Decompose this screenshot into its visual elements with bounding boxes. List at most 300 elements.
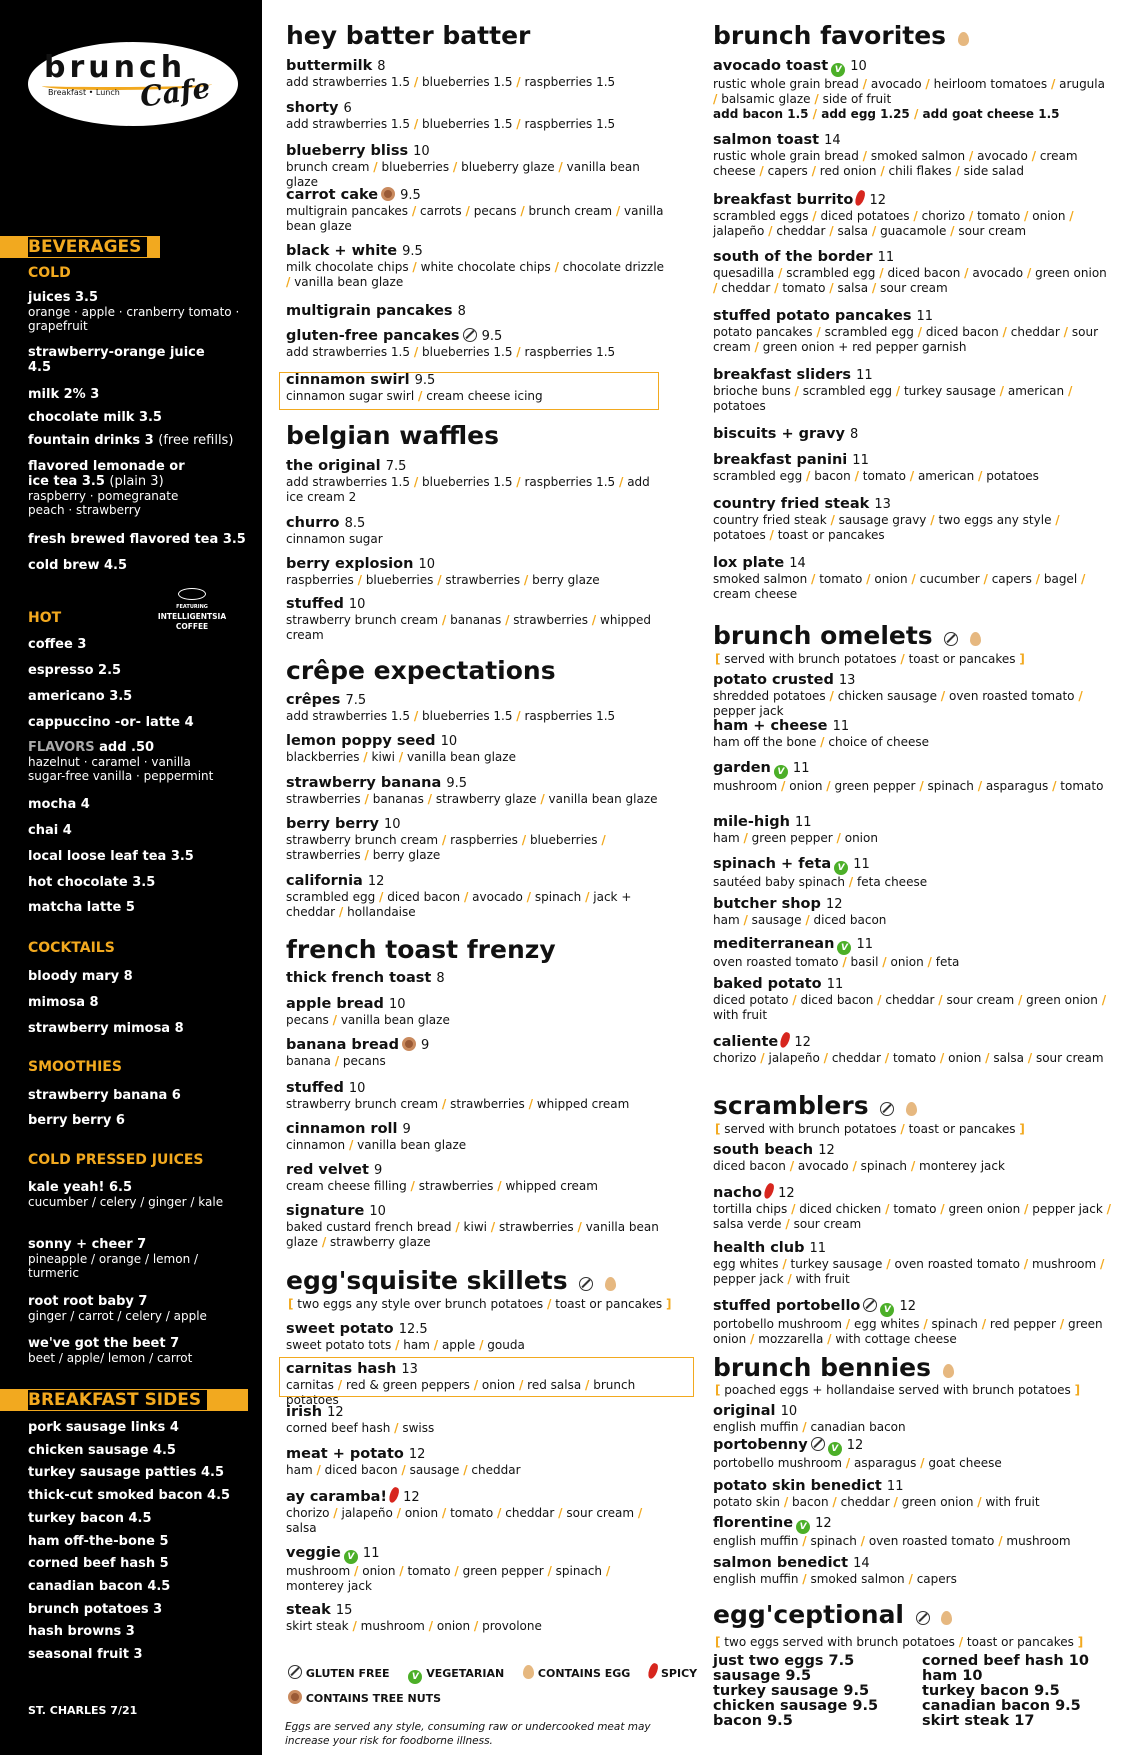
juices-heading: COLD PRESSED JUICES	[28, 1152, 204, 1168]
item-price: 11	[794, 815, 812, 830]
item-price: 12	[794, 1035, 811, 1050]
item-price: 3.5	[222, 532, 246, 547]
item-desc: add strawberries 1.5 / blueberries 1.5 / raspberries 1.5	[286, 75, 616, 89]
item-price: 11	[877, 250, 895, 265]
item-desc: scrambled egg / bacon / tomato / american / potatoes	[713, 469, 1039, 483]
menu-item	[286, 328, 666, 360]
vegetarian-icon: V	[834, 861, 848, 875]
intelligentsia-badge	[142, 588, 242, 632]
bev-milk	[28, 387, 253, 402]
featured-item-box	[279, 372, 659, 410]
item-title: the original 7.5	[286, 458, 407, 474]
menu-item	[286, 58, 666, 90]
item-price: 10	[369, 1204, 386, 1219]
item-title: butcher shop 12	[713, 896, 843, 912]
item-price: 9.5	[402, 244, 423, 259]
legend-spicy-label: SPICY	[661, 1667, 698, 1680]
item-price: 12	[818, 1143, 835, 1158]
legend	[285, 1663, 709, 1705]
item-name: espresso	[28, 663, 94, 678]
logo-cafe: Cafe	[138, 71, 213, 114]
item-desc: country fried steak / sausage gravy / two eggs any style / potatoes / toast or pancakes	[713, 513, 1060, 542]
waffles-title	[286, 422, 499, 450]
menu-item	[713, 308, 1113, 355]
item-title: meat + potato 12	[286, 1446, 426, 1462]
item-price: 12	[367, 874, 385, 889]
item-price: 10	[418, 557, 435, 572]
item-title: gluten-free pancakes 9.5	[286, 328, 503, 344]
item-name: flavored lemonade or ice tea	[28, 459, 185, 489]
chili-pepper-icon	[779, 1031, 792, 1049]
item-title: ay caramba! 12	[286, 1487, 666, 1506]
side-item: turkey bacon 4.5	[28, 1510, 152, 1526]
vegetarian-icon: V	[828, 1442, 842, 1456]
legend-gf	[285, 1667, 390, 1680]
item-desc: chorizo / jalapeño / onion / tomato / cheddar / sour cream / salsa	[286, 1506, 643, 1535]
batter-title	[286, 22, 530, 50]
item-price: 12	[825, 897, 843, 912]
tree-nut-icon	[288, 1690, 302, 1704]
skillets-subtitle: [ two eggs any style over brunch potatoes / toast or pancakes ]	[288, 1297, 672, 1311]
item-name: bloody mary	[28, 969, 120, 984]
bev-kale-yeah	[28, 1180, 228, 1209]
section-title-text: brunch bennies	[713, 1353, 931, 1382]
item-price: 12	[899, 1299, 917, 1314]
item-desc: chorizo / jalapeño / cheddar / tomato / onion / salsa / sour cream	[713, 1051, 1104, 1065]
item-desc: brunch cream / blueberries / blueberry glaze / vanilla bean glaze	[286, 160, 640, 189]
gluten-free-icon	[916, 1611, 930, 1625]
item-desc: carnitas / red & green peppers / onion / red salsa / brunch potatoes	[286, 1378, 636, 1407]
eggceptional-item: corned beef hash 10	[922, 1653, 1089, 1669]
eggceptional-left	[713, 1654, 878, 1729]
bev-loose-leaf	[28, 849, 253, 864]
item-title: steak 15	[286, 1602, 353, 1618]
item-desc: cinnamon sugar	[286, 532, 383, 546]
item-name: coffee	[28, 637, 73, 652]
item-title: multigrain pancakes 8	[286, 303, 466, 319]
section-title-text: egg'squisite skillets	[286, 1266, 568, 1295]
item-desc: blackberries / kiwi / vanilla bean glaze	[286, 750, 516, 764]
item-title: baked potato 11	[713, 976, 844, 992]
bennies-subtitle: [ poached eggs + hollandaise served with brunch potatoes ]	[715, 1383, 1081, 1397]
cold-heading: COLD	[28, 265, 71, 281]
item-title: california 12	[286, 873, 385, 889]
item-note: (free refills)	[158, 433, 234, 448]
tree-nut-icon	[381, 187, 395, 201]
item-title: veggie V 11	[286, 1545, 380, 1562]
bev-bloody-mary	[28, 969, 253, 984]
cocktails-heading: COCKTAILS	[28, 940, 115, 956]
item-price: 11	[852, 453, 869, 468]
menu-item	[286, 692, 666, 724]
gluten-free-icon	[863, 1298, 877, 1312]
sides-band	[0, 1389, 248, 1411]
item-price: 9.5	[446, 776, 468, 791]
item-title: nacho 12	[713, 1183, 1113, 1202]
bev-beet	[28, 1336, 233, 1365]
item-price: 4	[184, 715, 194, 730]
gluten-free-icon	[880, 1102, 894, 1116]
eggceptional-item: turkey sausage 9.5	[713, 1683, 870, 1699]
menu-item	[286, 1602, 666, 1634]
item-desc: potato skin / bacon / cheddar / green onion / with fruit	[713, 1495, 1040, 1509]
menu-item	[286, 1037, 666, 1069]
item-price: 8	[174, 1021, 184, 1036]
menu-item	[713, 132, 1113, 179]
bev-cappuccino	[28, 715, 253, 730]
gluten-free-icon	[579, 1277, 593, 1291]
vegetarian-icon: V	[408, 1670, 422, 1684]
item-name: strawberry-orange juice	[28, 345, 205, 360]
side-item: pork sausage links 4	[28, 1420, 179, 1435]
location-footer: ST. CHARLES 7/21	[28, 1704, 138, 1717]
item-desc: shredded potatoes / chicken sausage / oven roasted tomato / pepper jack	[713, 689, 1083, 718]
item-price: 8	[457, 304, 466, 319]
section-title-text: french toast frenzy	[286, 935, 556, 964]
chili-pepper-icon	[763, 1182, 776, 1200]
item-price: 9.5	[414, 373, 436, 388]
item-desc: ham / green pepper / onion	[713, 831, 878, 845]
item-desc: diced bacon / avocado / spinach / monterey jack	[713, 1159, 1005, 1173]
item-price: 11	[916, 309, 934, 324]
gluten-free-icon	[811, 1437, 825, 1451]
item-name: chocolate milk	[28, 410, 135, 425]
menu-item	[713, 896, 1113, 928]
item-name: juices	[28, 290, 71, 305]
item-desc: banana / pecans	[286, 1054, 386, 1068]
section-title-text: belgian waffles	[286, 421, 499, 450]
item-title: country fried steak 13	[713, 496, 891, 512]
item-sub: orange · apple · cranberry tomato · grapefruit	[28, 305, 240, 333]
menu-item	[286, 970, 666, 987]
item-price: 10	[850, 59, 867, 74]
item-price: 13	[401, 1362, 418, 1377]
bev-americano	[28, 689, 253, 704]
item-price: add .50	[99, 740, 155, 755]
menu-item	[286, 243, 666, 290]
menu-item	[713, 190, 1113, 239]
menu-item	[286, 596, 666, 643]
item-price: 3.5	[132, 875, 156, 890]
sidebar	[0, 0, 262, 1755]
item-name: kale yeah!	[28, 1180, 105, 1195]
vegetarian-icon: V	[774, 765, 788, 779]
item-price: 3.5	[138, 410, 162, 425]
item-desc: english muffin / spinach / oven roasted tomato / mushroom	[713, 1534, 1071, 1548]
item-price: 11	[362, 1546, 380, 1561]
item-desc: pecans / vanilla bean glaze	[286, 1013, 450, 1027]
item-price: 8	[436, 971, 445, 986]
item-price: 15	[335, 1603, 353, 1618]
item-title: biscuits + gravy 8	[713, 426, 859, 442]
legend-egg-label: CONTAINS EGG	[537, 1667, 631, 1680]
item-sub: beet / apple/ lemon / carrot	[28, 1351, 193, 1365]
menu-item	[286, 1162, 666, 1194]
side-item: chicken sausage 4.5	[28, 1442, 176, 1458]
section-title-text: hey batter batter	[286, 21, 531, 50]
bev-cold-brew	[28, 558, 253, 573]
item-price: 11	[826, 977, 844, 992]
vegetarian-icon: V	[796, 1520, 810, 1534]
menu-item	[286, 1446, 666, 1478]
item-title: blueberry bliss 10	[286, 143, 430, 159]
item-name: cappuccino -or- latte	[28, 715, 181, 730]
item-desc: cinnamon sugar swirl / cream cheese icing	[286, 389, 543, 403]
egg-icon	[941, 1611, 952, 1625]
eggceptional-title	[713, 1601, 952, 1629]
item-price: 7.5	[385, 459, 407, 474]
menu-item	[713, 367, 1113, 414]
item-title: stuffed potato pancakes 11	[713, 308, 934, 324]
vegetarian-icon: V	[837, 941, 851, 955]
section-title-text: egg'ceptional	[713, 1600, 905, 1629]
sides-title: BREAKFAST SIDES	[28, 1390, 207, 1410]
item-title: south beach 12	[713, 1142, 835, 1158]
item-desc: add strawberries 1.5 / blueberries 1.5 / raspberries 1.5	[286, 709, 616, 723]
item-price: 14	[824, 133, 841, 148]
menu-item	[286, 1545, 666, 1594]
item-desc: cream cheese filling / strawberries / whipped cream	[286, 1179, 598, 1193]
item-title: apple bread 10	[286, 996, 406, 1012]
menu-item	[286, 775, 666, 807]
menu-item	[286, 143, 666, 190]
item-title: salmon benedict 14	[713, 1555, 870, 1571]
item-price: 12	[327, 1405, 344, 1420]
section-title-text: crêpe expectations	[286, 656, 556, 685]
item-desc: diced potato / diced bacon / cheddar / sour cream / green onion / with fruit	[713, 993, 1107, 1022]
item-title: original 10	[713, 1403, 798, 1419]
item-title: berry explosion 10	[286, 556, 435, 572]
item-title: breakfast sliders 11	[713, 367, 873, 383]
menu-item	[713, 856, 1113, 890]
gluten-free-icon	[944, 632, 958, 646]
legend-veg	[405, 1667, 504, 1680]
item-desc: potato pancakes / scrambled egg / diced bacon / cheddar / sour cream / green onion + red pepper garnish	[713, 325, 1099, 354]
menu-item	[286, 1121, 666, 1153]
menu-item	[713, 1403, 1113, 1435]
item-desc: skirt steak / mushroom / onion / provolone	[286, 1619, 542, 1633]
section-title-text: scramblers	[713, 1091, 869, 1120]
bev-berry-berry	[28, 1113, 253, 1128]
item-price: 9	[421, 1038, 430, 1053]
menu-item	[286, 733, 666, 765]
item-price: 9	[373, 1163, 383, 1178]
item-price: 7.5	[345, 693, 367, 708]
menu-item	[713, 1515, 1113, 1549]
item-name: we've got the beet	[28, 1336, 166, 1351]
item-title: black + white 9.5	[286, 243, 423, 259]
item-price: 7	[137, 1237, 147, 1252]
side-item: ham off-the-bone 5	[28, 1533, 169, 1549]
item-name: strawberry banana	[28, 1088, 168, 1103]
item-desc: english muffin / canadian bacon	[713, 1420, 906, 1434]
item-desc: add strawberries 1.5 / blueberries 1.5 / raspberries 1.5	[286, 345, 616, 359]
legend-veg-label: VEGETARIAN	[426, 1667, 505, 1680]
item-title: mile-high 11	[713, 814, 812, 830]
item-price: 3	[77, 637, 87, 652]
menu-item	[286, 1487, 666, 1536]
item-title: mediterranean V 11	[713, 936, 874, 953]
item-price: 12	[778, 1186, 795, 1201]
scramblers-subtitle: [ served with brunch potatoes / toast or pancakes ]	[715, 1122, 1025, 1136]
item-desc: tortilla chips / diced chicken / tomato / green onion / pepper jack / salsa verde / sour cream	[713, 1202, 1112, 1231]
item-sub: pineapple / orange / lemon / turmeric	[28, 1252, 199, 1280]
bev-fountain	[28, 433, 253, 448]
item-title: irish 12	[286, 1404, 344, 1420]
item-name: FLAVORS	[28, 740, 95, 755]
gluten-free-icon	[288, 1665, 302, 1679]
item-desc: smoked salmon / tomato / onion / cucumber / capers / bagel / cream cheese	[713, 572, 1086, 601]
menu-item	[286, 556, 666, 588]
item-price: 9	[402, 1122, 411, 1137]
skillets-title	[286, 1267, 616, 1295]
item-desc: mushroom / onion / tomato / green pepper / spinach / monterey jack	[286, 1564, 611, 1593]
eggceptional-item: canadian bacon 9.5	[922, 1698, 1081, 1714]
item-price: 14	[789, 556, 806, 571]
item-name: mocha	[28, 797, 77, 812]
side-item: corned beef hash 5	[28, 1556, 169, 1572]
bev-strawberry-banana	[28, 1088, 253, 1103]
french-title	[286, 936, 556, 964]
bev-juices	[28, 290, 253, 333]
side-item: thick-cut smoked bacon 4.5	[28, 1488, 231, 1504]
item-price: 9.5	[400, 188, 421, 203]
item-name: chai	[28, 823, 59, 838]
bev-mimosa	[28, 995, 253, 1010]
item-title: shorty 6	[286, 100, 352, 116]
item-price: 6	[115, 1113, 125, 1128]
item-price: 12	[815, 1516, 832, 1531]
item-desc: cinnamon / vanilla bean glaze	[286, 1138, 467, 1152]
item-desc: strawberry brunch cream / strawberries / whipped cream	[286, 1097, 630, 1111]
item-title: crêpes 7.5	[286, 692, 367, 708]
item-price: 3.5	[81, 474, 105, 489]
item-desc: corned beef hash / swiss	[286, 1421, 435, 1435]
item-title: potato skin benedict 11	[713, 1478, 904, 1494]
menu-item	[713, 426, 1113, 443]
item-desc: rustic whole grain bread / smoked salmon / avocado / cream cheese / capers / red onion / chili flakes / side salad	[713, 149, 1078, 178]
item-title: buttermilk 8	[286, 58, 386, 74]
legend-nuts	[285, 1690, 709, 1705]
side-item: canadian bacon 4.5	[28, 1578, 171, 1594]
item-name: cold brew	[28, 558, 100, 573]
item-title: garden V 11	[713, 760, 810, 777]
item-desc: ham / sausage / diced bacon	[713, 913, 887, 927]
menu-item	[713, 1298, 1113, 1347]
item-sub: hazelnut · caramel · vanilla sugar-free vanilla · peppermint	[28, 755, 214, 783]
bev-hot-chocolate	[28, 875, 253, 890]
bev-espresso	[28, 663, 253, 678]
eggceptional-item: skirt steak 17	[922, 1713, 1035, 1729]
item-price: 8	[849, 427, 859, 442]
item-sub: cucumber / celery / ginger / kale	[28, 1195, 224, 1209]
item-price: 6.5	[109, 1180, 133, 1195]
eggceptional-item: bacon 9.5	[713, 1713, 793, 1729]
item-name: sonny + cheer	[28, 1237, 133, 1252]
eggceptional-item: just two eggs 7.5	[713, 1653, 855, 1669]
side-item: hash browns 3	[28, 1624, 135, 1640]
item-title: strawberry banana 9.5	[286, 775, 468, 791]
eggceptional-item: chicken sausage 9.5	[713, 1698, 879, 1714]
item-price: 3.5	[170, 849, 194, 864]
featured-item-box	[279, 1357, 694, 1397]
item-price: 6	[171, 1088, 181, 1103]
menu-item	[713, 1437, 1113, 1471]
item-desc: ham off the bone / choice of cheese	[713, 735, 930, 749]
bev-mocha	[28, 797, 253, 812]
eggceptional-right	[922, 1654, 1089, 1729]
logo-tagline: Breakfast • Lunch	[48, 88, 120, 97]
item-price: 7	[138, 1294, 148, 1309]
item-title: cinnamon swirl 9.5	[286, 372, 436, 388]
beverages-title: BEVERAGES	[28, 237, 147, 257]
item-price: 11	[809, 1241, 827, 1256]
menu-item	[286, 303, 666, 320]
item-price: 12.5	[398, 1322, 428, 1337]
item-price: 3.5	[109, 689, 133, 704]
bev-coffee	[28, 637, 253, 652]
menu-item	[713, 452, 1113, 484]
item-price: 3	[90, 387, 100, 402]
legend-spicy	[646, 1667, 697, 1680]
legend-egg	[520, 1667, 630, 1680]
item-desc: portobello mushroom / egg whites / spinach / red pepper / green onion / mozzarella / with cottage cheese	[713, 1317, 1103, 1346]
legend-nuts-label: CONTAINS TREE NUTS	[305, 1692, 442, 1705]
menu-item	[713, 936, 1113, 970]
menu-item	[286, 100, 666, 132]
menu-item	[286, 187, 666, 234]
item-price: 10	[348, 1081, 366, 1096]
item-price: 11	[856, 937, 874, 952]
item-desc: strawberries / bananas / strawberry glaze / vanilla bean glaze	[286, 792, 658, 806]
menu-item	[713, 672, 1113, 719]
omelets-subtitle: [ served with brunch potatoes / toast or pancakes ]	[715, 652, 1025, 666]
item-price: 3	[144, 433, 154, 448]
menu-item	[713, 555, 1113, 602]
item-price: 10	[413, 144, 430, 159]
item-price: 8.5	[344, 516, 366, 531]
item-desc: multigrain pancakes / carrots / pecans / brunch cream / vanilla bean glaze	[286, 204, 664, 233]
egg-icon	[943, 1364, 954, 1378]
menu-item	[713, 1183, 1113, 1232]
item-price: 8	[377, 59, 386, 74]
item-title: signature 10	[286, 1203, 386, 1219]
bev-lemonade	[28, 459, 203, 517]
menu-item	[286, 1321, 666, 1353]
tree-nut-icon	[402, 1037, 416, 1051]
chili-pepper-icon	[854, 189, 867, 207]
menu-item	[713, 760, 1113, 794]
bev-flavors	[28, 740, 253, 783]
vegetarian-icon: V	[344, 1550, 358, 1564]
menu-item	[286, 1080, 666, 1112]
item-title: carnitas hash 13	[286, 1361, 418, 1377]
item-desc: ham / diced bacon / sausage / cheddar	[286, 1463, 521, 1477]
beverages-band	[0, 236, 160, 258]
item-title: banana bread 9	[286, 1037, 430, 1053]
item-desc: mushroom / onion / green pepper / spinach / asparagus / tomato	[713, 779, 1104, 793]
item-title: stuffed 10	[286, 1080, 366, 1096]
item-desc: brioche buns / scrambled egg / turkey sausage / american / potatoes	[713, 384, 1073, 413]
item-desc: sweet potato tots / ham / apple / gouda	[286, 1338, 525, 1352]
vegetarian-icon: V	[880, 1303, 894, 1317]
item-price: 10	[780, 1404, 798, 1419]
menu-item	[713, 814, 1113, 846]
item-price: 12	[846, 1438, 864, 1453]
item-desc: add strawberries 1.5 / blueberries 1.5 / raspberries 1.5	[286, 117, 616, 131]
item-title: portobenny V 12	[713, 1437, 864, 1454]
egg-icon	[523, 1665, 534, 1679]
